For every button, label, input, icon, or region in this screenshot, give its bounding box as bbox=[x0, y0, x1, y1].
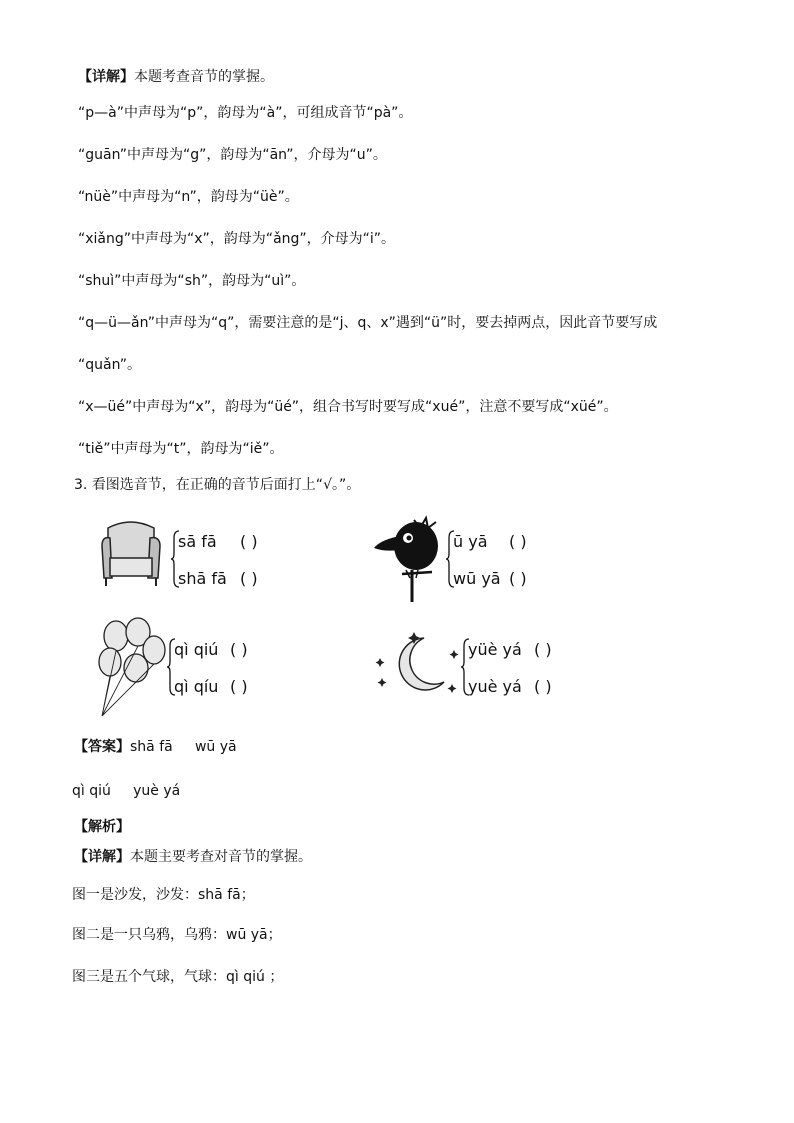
item-3-option-1[interactable]: qì qiú bbox=[174, 640, 219, 659]
analysis-line-3: 图三是五个气球，气球：qì qiú ； bbox=[72, 969, 284, 985]
question-number: 3. bbox=[74, 477, 88, 493]
explanation-line-9: “tiě”中声母为“t”，韵母为“iě”。 bbox=[78, 441, 284, 457]
explanation-line-5: “shuì”中声母为“sh”，韵母为“uì”。 bbox=[78, 273, 306, 289]
item-1-paren-1[interactable]: ( ) bbox=[240, 532, 258, 551]
detail-tag: 【详解】 bbox=[74, 849, 130, 865]
item-3-paren-1[interactable]: ( ) bbox=[230, 640, 248, 659]
sofa-icon bbox=[98, 518, 164, 588]
moon-icon bbox=[372, 628, 462, 696]
item-3-paren-2[interactable]: ( ) bbox=[230, 677, 248, 696]
explanation-line-3: “nüè”中声母为“n”，韵母为“üè”。 bbox=[78, 189, 299, 205]
answer-text-1: shā fā wū yā bbox=[130, 739, 237, 755]
detail-tag: 【详解】 bbox=[78, 69, 134, 85]
detail-text: 本题主要考查对音节的掌握。 bbox=[130, 849, 312, 865]
balloons-icon bbox=[96, 616, 168, 720]
item-1-option-2[interactable]: shā fā bbox=[178, 569, 227, 588]
answer-tag: 【答案】 bbox=[74, 739, 130, 755]
analysis-detail bbox=[74, 848, 312, 866]
item-2-paren-1[interactable]: ( ) bbox=[509, 532, 527, 551]
question-3 bbox=[74, 476, 360, 494]
item-4-option-2[interactable]: yuè yá bbox=[468, 677, 522, 696]
explanation-line-1: “p—à”中声母为“p”，韵母为“à”，可组成音节“pà”。 bbox=[78, 105, 413, 121]
question-text: 看图选音节，在正确的音节后面打上“√。”。 bbox=[91, 477, 361, 493]
answer-line-2: qì qiú yuè yá bbox=[72, 783, 181, 799]
item-1-paren-2[interactable]: ( ) bbox=[240, 569, 258, 588]
item-4-paren-2[interactable]: ( ) bbox=[534, 677, 552, 696]
analysis-tag: 【解析】 bbox=[74, 819, 130, 835]
explanation-line-8: “x—üé”中声母为“x”，韵母为“üé”，组合书写时要写成“xué”，注意不要写成“xüé”。 bbox=[78, 399, 618, 415]
crow-icon bbox=[370, 514, 442, 604]
explanation-text: 本题考查音节的掌握。 bbox=[134, 69, 274, 85]
analysis-line-2: 图二是一只乌鸦，乌鸦：wū yā； bbox=[72, 927, 282, 943]
item-2-option-2[interactable]: wū yā bbox=[453, 569, 501, 588]
explanation-line-4: “xiǎng”中声母为“x”，韵母为“ǎng”，介母为“i”。 bbox=[78, 231, 396, 247]
item-4-option-1[interactable]: yüè yá bbox=[468, 640, 522, 659]
item-2-option-1[interactable]: ū yā bbox=[453, 532, 488, 551]
analysis-line-1: 图一是沙发，沙发：shā fā； bbox=[72, 887, 255, 903]
item-4-paren-1[interactable]: ( ) bbox=[534, 640, 552, 659]
explanation-line-6: “q—ü—ǎn”中声母为“q”，需要注意的是“j、q、x”遇到“ü”时，要去掉两点，因此音节要写成 bbox=[78, 315, 658, 331]
item-3-option-2[interactable]: qì qíu bbox=[174, 677, 219, 696]
item-1-option-1[interactable]: sā fā bbox=[178, 532, 217, 551]
explanation-line-0 bbox=[78, 68, 274, 86]
item-2-paren-2[interactable]: ( ) bbox=[509, 569, 527, 588]
answer-line-1 bbox=[74, 738, 237, 756]
explanation-line-7: “quǎn”。 bbox=[78, 357, 141, 373]
explanation-line-2: “guān”中声母为“g”，韵母为“ān”，介母为“u”。 bbox=[78, 147, 387, 163]
